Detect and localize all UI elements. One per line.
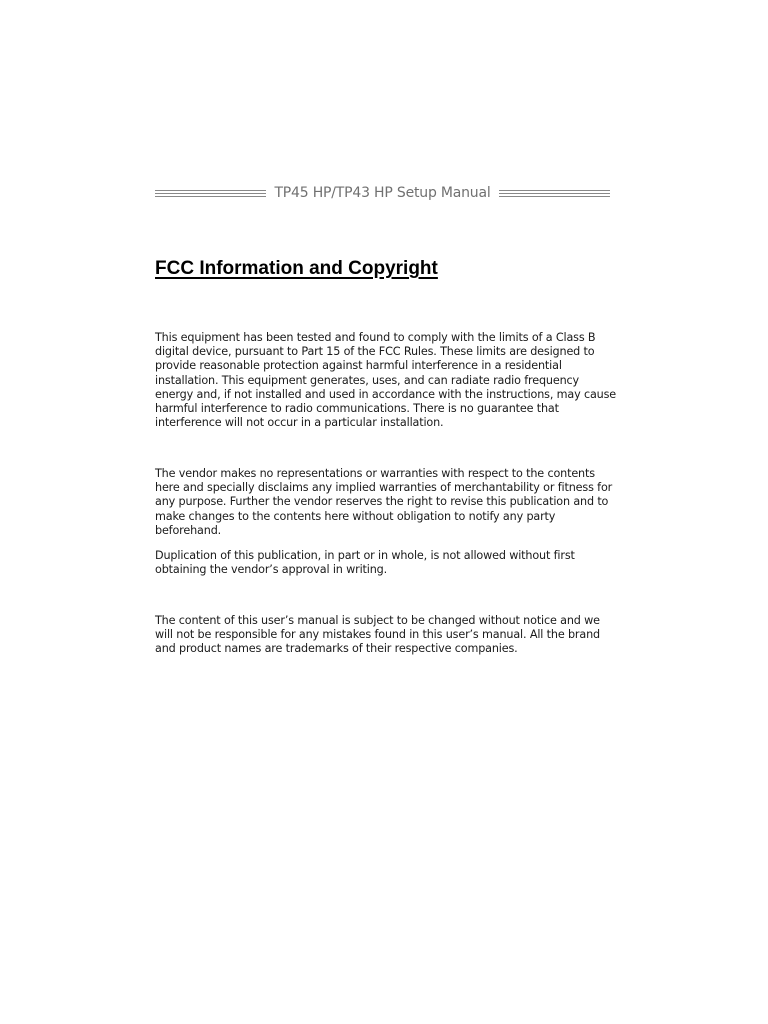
fcc-compliance-paragraph: This equipment has been tested and found to comply with the limits of a Class B digital device, pursuant to Part 15 of the FCC Rules. These limits are designed to provide reasonable protection against harmful interference in a residential installation. This equipment generates, uses, and can radiate radio frequency energy and, if not installed and used in accordance with the instructions, may cause harmful interference to radio communications. There is no guarantee that interference will not occur in a particular installation. [155,331,617,430]
header-rule-right [499,190,610,197]
warranty-disclaimer-paragraph: The vendor makes no representations or warranties with respect to the contents here and specially disclaims any implied warranties of merchantability or fitness for any purpose. Further the vendor reserves the right to revise this publication and to make changes to the contents here without obligation to notify any party beforehand. [155,467,613,537]
running-header [155,182,610,204]
trademark-notice-paragraph: The content of this user’s manual is subject to be changed without notice and we will not be responsible for any mistakes found in this user’s manual. All the brand and product names are trademarks of their respective companies. [155,614,600,656]
section-title: FCC Information and Copyright [155,258,438,279]
header-rule-left [155,190,266,197]
duplication-notice-paragraph: Duplication of this publication, in part or in whole, is not allowed without first obtaining the vendor’s approval in writing. [155,549,575,577]
manual-title: TP45 HP/TP43 HP Setup Manual [274,185,491,201]
